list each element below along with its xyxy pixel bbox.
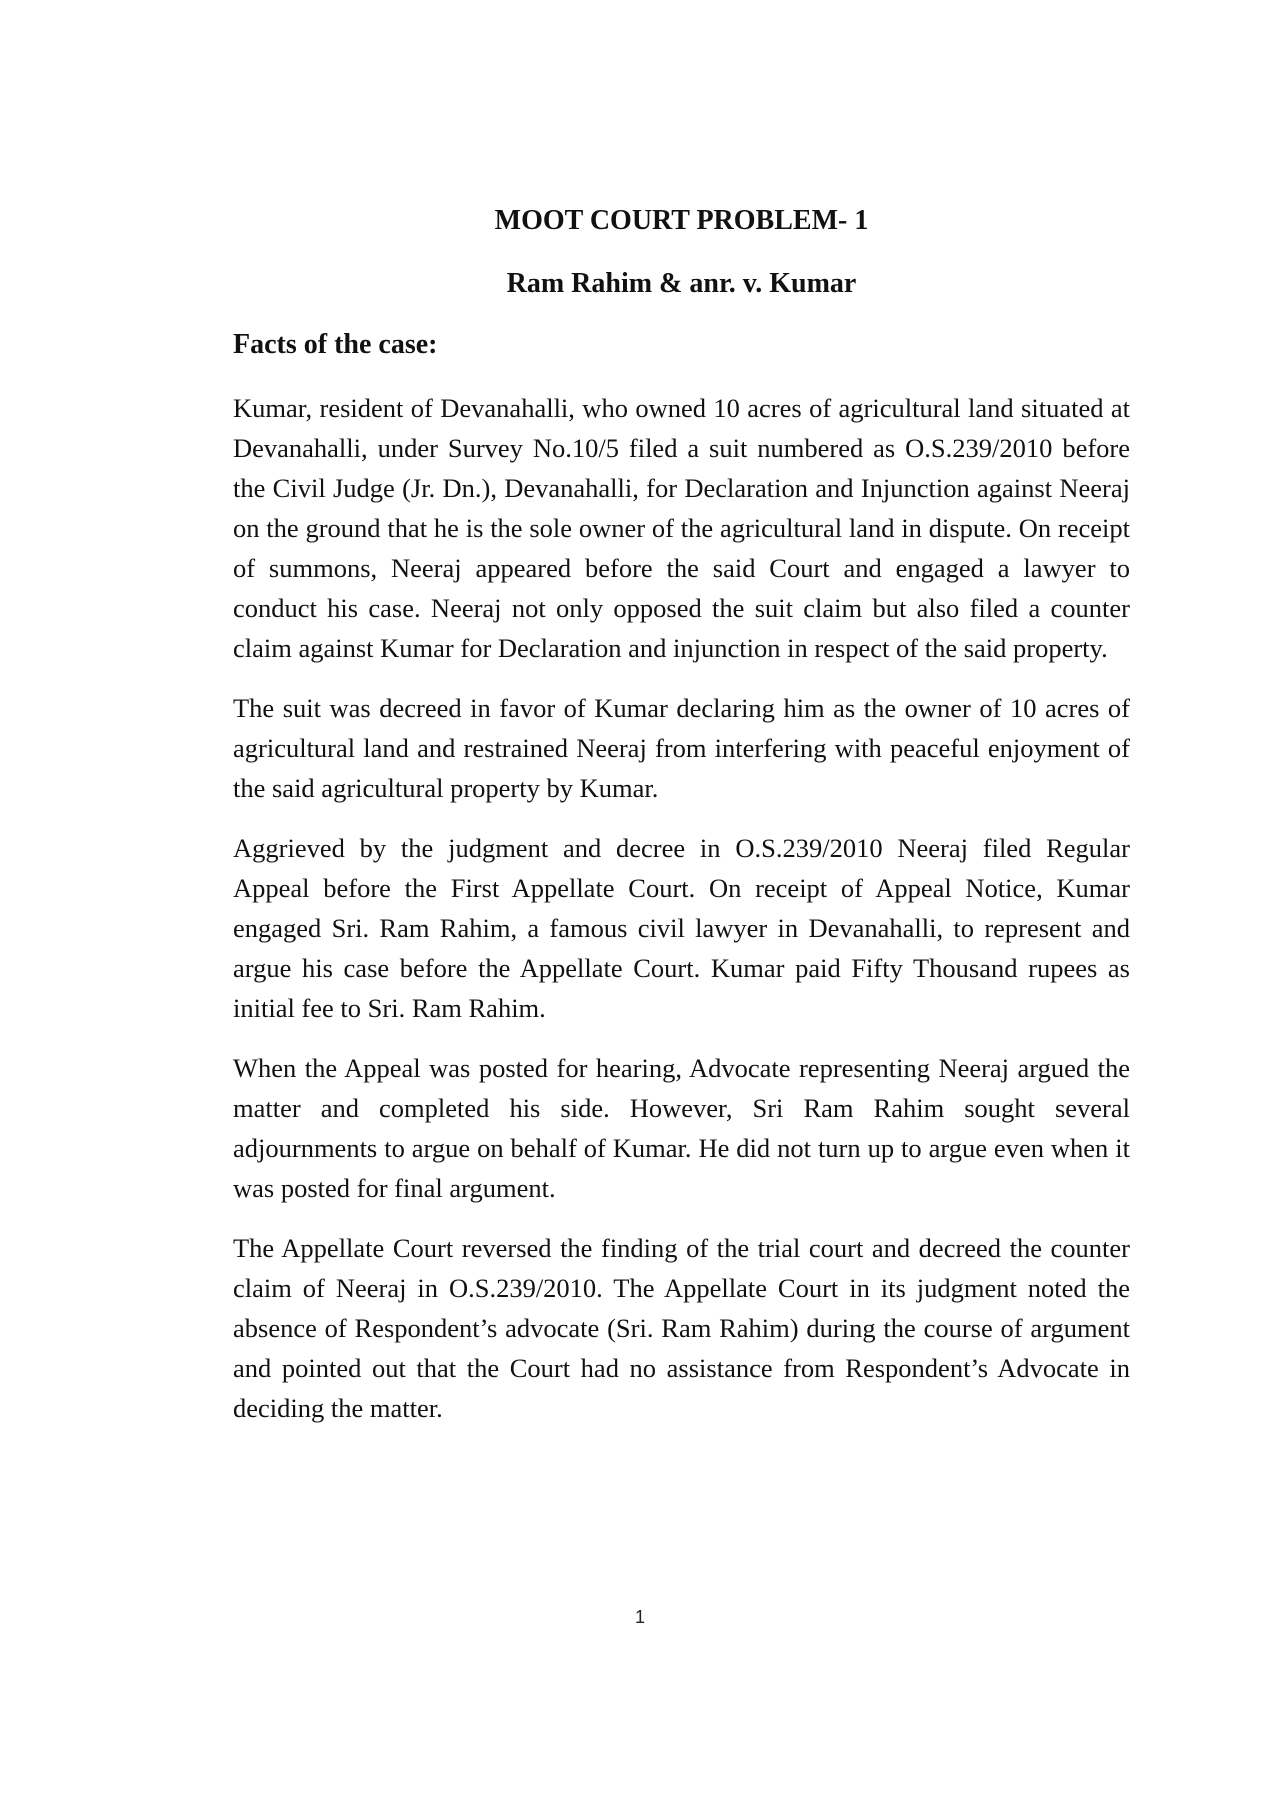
- page-number: 1: [634, 1607, 645, 1627]
- section-heading: Facts of the case:: [233, 329, 438, 360]
- paragraph: When the Appeal was posted for hearing, Advocate representing Neeraj argued the matter and completed his side. However, Sri Ram Rahim sought several adjournments to argue on behalf of Kumar. He did not turn up to argue even when it was posted for final argument.: [233, 1053, 1130, 1203]
- paragraph: Aggrieved by the judgment and decree in O.S.239/2010 Neeraj filed Regular Appeal before the First Appellate Court. On receipt of Appeal Notice, Kumar engaged Sri. Ram Rahim, a famous civil lawyer in Devanahalli, to represent and argue his case before the Appellate Court. Kumar paid Fifty Thousand rupees as initial fee to Sri. Ram Rahim.: [233, 833, 1130, 1023]
- paragraph: The suit was decreed in favor of Kumar declaring him as the owner of 10 acres of agricultural land and restrained Neeraj from interfering with peaceful enjoyment of the said agricultural property by Kumar.: [233, 693, 1130, 803]
- paragraph: Kumar, resident of Devanahalli, who owned 10 acres of agricultural land situated at Devanahalli, under Survey No.10/5 filed a suit numbered as O.S.239/2010 before the Civil Judge (Jr. Dn.), Devanahalli, for Declaration and Injunction against Neeraj on the ground that he is the sole owner of the agricultural land in dispute. On receipt of summons, Neeraj appeared before the said Court and engaged a lawyer to conduct his case. Neeraj not only opposed the suit claim but also filed a counter claim against Kumar for Declaration and injunction in respect of the said property.: [233, 393, 1130, 663]
- document-title: MOOT COURT PROBLEM- 1: [494, 205, 869, 236]
- page-content: [233, 198, 1130, 1428]
- paragraph: The Appellate Court reversed the finding of the trial court and decreed the counter claim of Neeraj in O.S.239/2010. The Appellate Court in its judgment noted the absence of Respondent’s advocate (Sri. Ram Rahim) during the course of argument and pointed out that the Court had no assistance from Respondent’s Advocate in deciding the matter.: [233, 1233, 1130, 1423]
- case-name: Ram Rahim & anr. v. Kumar: [506, 268, 857, 299]
